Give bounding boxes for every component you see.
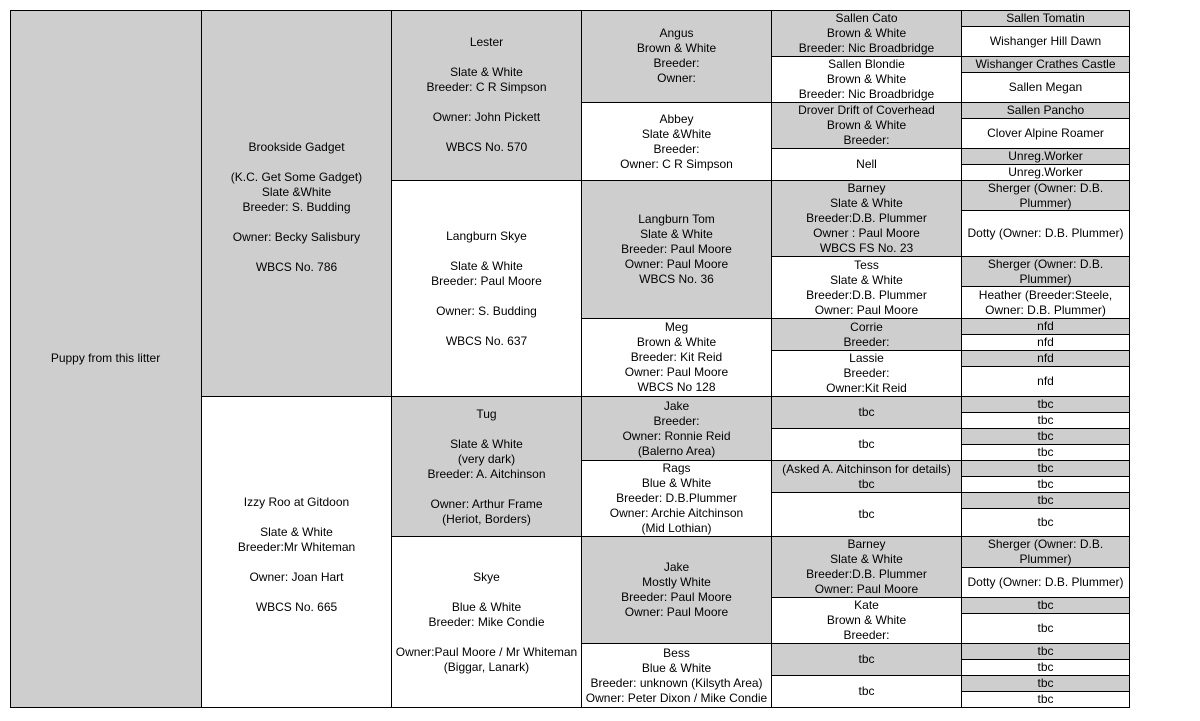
dam-colour: Slate & White [260, 525, 333, 539]
pedigree-cell-sire [202, 10, 392, 397]
pedigree-cell-gen5: nfd [962, 351, 1130, 367]
pedigree-cell-dam [202, 397, 392, 708]
pedigree-cell-sire-sire: Lester Slate & White Breeder: C R Simpson Owner: John Pickett WBCS No. 570 [392, 10, 582, 181]
pedigree-cell-gen5: tbc [962, 692, 1130, 708]
pedigree-cell-gen4: tbc [772, 429, 962, 461]
pedigree-cell-gen4: tbc [772, 644, 962, 676]
pedigree-cell-gen5: tbc [962, 397, 1130, 413]
pedigree-cell-gen5: tbc [962, 413, 1130, 429]
pedigree-cell-gen5: tbc [962, 493, 1130, 509]
grandparent-name: Tug [476, 406, 497, 421]
sire-wbcs: WBCS No. 786 [255, 259, 338, 274]
pedigree-cell-gen5: Unreg.Worker [962, 165, 1130, 181]
pedigree-cell-gen5: Unreg.Worker [962, 149, 1130, 165]
pedigree-cell-gen3: Jake Mostly White Breeder: Paul Moore Owner: Paul Moore [582, 537, 772, 644]
pedigree-cell-gen4: Kate Brown & White Breeder: [772, 598, 962, 644]
pedigree-cell-gen5: tbc [962, 660, 1130, 676]
pedigree-cell-gen3: Abbey Slate &White Breeder: Owner: C R Simpson [582, 103, 772, 181]
pedigree-cell-gen5: Sallen Megan [962, 73, 1130, 103]
sire-colour: Slate &White [261, 184, 332, 199]
pedigree-cell-gen5: tbc [962, 614, 1130, 644]
dam-name: Izzy Roo at Gitdoon [243, 495, 350, 509]
grandparent-name: Langburn Skye [446, 228, 527, 243]
pedigree-cell-gen4: Lassie Breeder: Owner:Kit Reid [772, 351, 962, 397]
pedigree-cell-gen3: Angus Brown & White Breeder: Owner: [582, 10, 772, 103]
pedigree-cell-gen5: nfd [962, 367, 1130, 397]
pedigree-cell-gen4: Sallen Blondie Brown & White Breeder: Nic Broadbridge [772, 57, 962, 103]
pedigree-cell-gen3: Bess Blue & White Breeder: unknown (Kilsyth Area) Owner: Peter Dixon / Mike Condie [582, 644, 772, 708]
pedigree-cell-gen5: Dotty (Owner: D.B. Plummer) [962, 211, 1130, 257]
dam-wbcs: WBCS No. 665 [255, 600, 338, 614]
pedigree-cell-gen4: tbc [772, 676, 962, 708]
pedigree-cell-gen5: Sherger (Owner: D.B. Plummer) [962, 181, 1130, 211]
pedigree-cell-gen5: tbc [962, 429, 1130, 445]
pedigree-cell-gen4: (Asked A. Aitchinson for details) tbc [772, 461, 962, 493]
puppy-label: Puppy from this litter [50, 351, 161, 365]
pedigree-cell-gen5: tbc [962, 644, 1130, 660]
pedigree-cell-dam-dam: Skye Blue & White Breeder: Mike Condie Owner:Paul Moore / Mr Whiteman (Biggar, Lanark) [392, 537, 582, 708]
pedigree-cell-gen5: Heather (Breeder:Steele, Owner: D.B. Plummer) [962, 287, 1130, 319]
pedigree-cell-gen4: Nell [772, 149, 962, 181]
pedigree-cell-gen3: Jake Breeder: Owner: Ronnie Reid (Balerno Area) [582, 397, 772, 461]
pedigree-cell-gen5: Sherger (Owner: D.B. Plummer) [962, 257, 1130, 287]
pedigree-cell-gen5: tbc [962, 598, 1130, 614]
pedigree-cell-gen5: tbc [962, 445, 1130, 461]
pedigree-cell-gen5: Dotty (Owner: D.B. Plummer) [962, 568, 1130, 598]
sire-name: Brookside Gadget [248, 139, 345, 154]
pedigree-cell-gen5: Wishanger Hill Dawn [962, 27, 1130, 57]
pedigree-cell-gen5: Wishanger Crathes Castle [962, 57, 1130, 73]
pedigree-cell-gen3: Langburn Tom Slate & White Breeder: Paul Moore Owner: Paul Moore WBCS No. 36 [582, 181, 772, 319]
pedigree-cell-gen4: Corrie Breeder: [772, 319, 962, 351]
pedigree-cell-gen4: Barney Slate & White Breeder:D.B. Plummer Owner : Paul Moore WBCS FS No. 23 [772, 181, 962, 257]
sire-kc-name: (K.C. Get Some Gadget) [230, 169, 363, 184]
pedigree-cell-gen4: Barney Slate & White Breeder:D.B. Plummer Owner: Paul Moore [772, 537, 962, 598]
dam-owner: Owner: Joan Hart [249, 570, 344, 584]
pedigree-cell-gen5: nfd [962, 319, 1130, 335]
pedigree-cell-gen4: Tess Slate & White Breeder:D.B. Plummer Owner: Paul Moore [772, 257, 962, 319]
pedigree-cell-sire-dam: Langburn Skye Slate & White Breeder: Paul Moore Owner: S. Budding WBCS No. 637 [392, 181, 582, 397]
grandparent-name: Skye [473, 569, 500, 584]
pedigree-cell-gen3: Rags Blue & White Breeder: D.B.Plummer Owner: Archie Aitchinson (Mid Lothian) [582, 461, 772, 537]
pedigree-cell-gen4: tbc [772, 397, 962, 429]
sire-breeder: Breeder: S. Budding [242, 199, 351, 214]
pedigree-cell-gen3: Meg Brown & White Breeder: Kit Reid Owner: Paul Moore WBCS No 128 [582, 319, 772, 397]
pedigree-cell-gen4: Drover Drift of Coverhead Brown & White Breeder: [772, 103, 962, 149]
pedigree-cell-gen5: tbc [962, 461, 1130, 477]
pedigree-cell-gen4: Sallen Cato Brown & White Breeder: Nic Broadbridge [772, 10, 962, 57]
pedigree-cell-gen5: tbc [962, 676, 1130, 692]
pedigree-cell-gen5: Clover Alpine Roamer [962, 119, 1130, 149]
sire-owner: Owner: Becky Salisbury [232, 229, 361, 244]
pedigree-cell-gen5: Sallen Pancho [962, 103, 1130, 119]
pedigree-cell-gen5: tbc [962, 509, 1130, 537]
pedigree-cell-gen5: Sallen Tomatin [962, 10, 1130, 27]
pedigree-cell-gen5: Sherger (Owner: D.B. Plummer) [962, 537, 1130, 568]
dam-breeder: Breeder:Mr Whiteman [237, 540, 356, 554]
pedigree-cell-puppy [10, 10, 202, 708]
grandparent-name: Lester [469, 35, 504, 49]
pedigree-cell-gen4: tbc [772, 493, 962, 537]
pedigree-cell-gen5: tbc [962, 477, 1130, 493]
pedigree-cell-dam-sire: Tug Slate & White (very dark) Breeder: A. Aitchinson Owner: Arthur Frame (Heriot, Borders) [392, 397, 582, 537]
pedigree-cell-gen5: nfd [962, 335, 1130, 351]
